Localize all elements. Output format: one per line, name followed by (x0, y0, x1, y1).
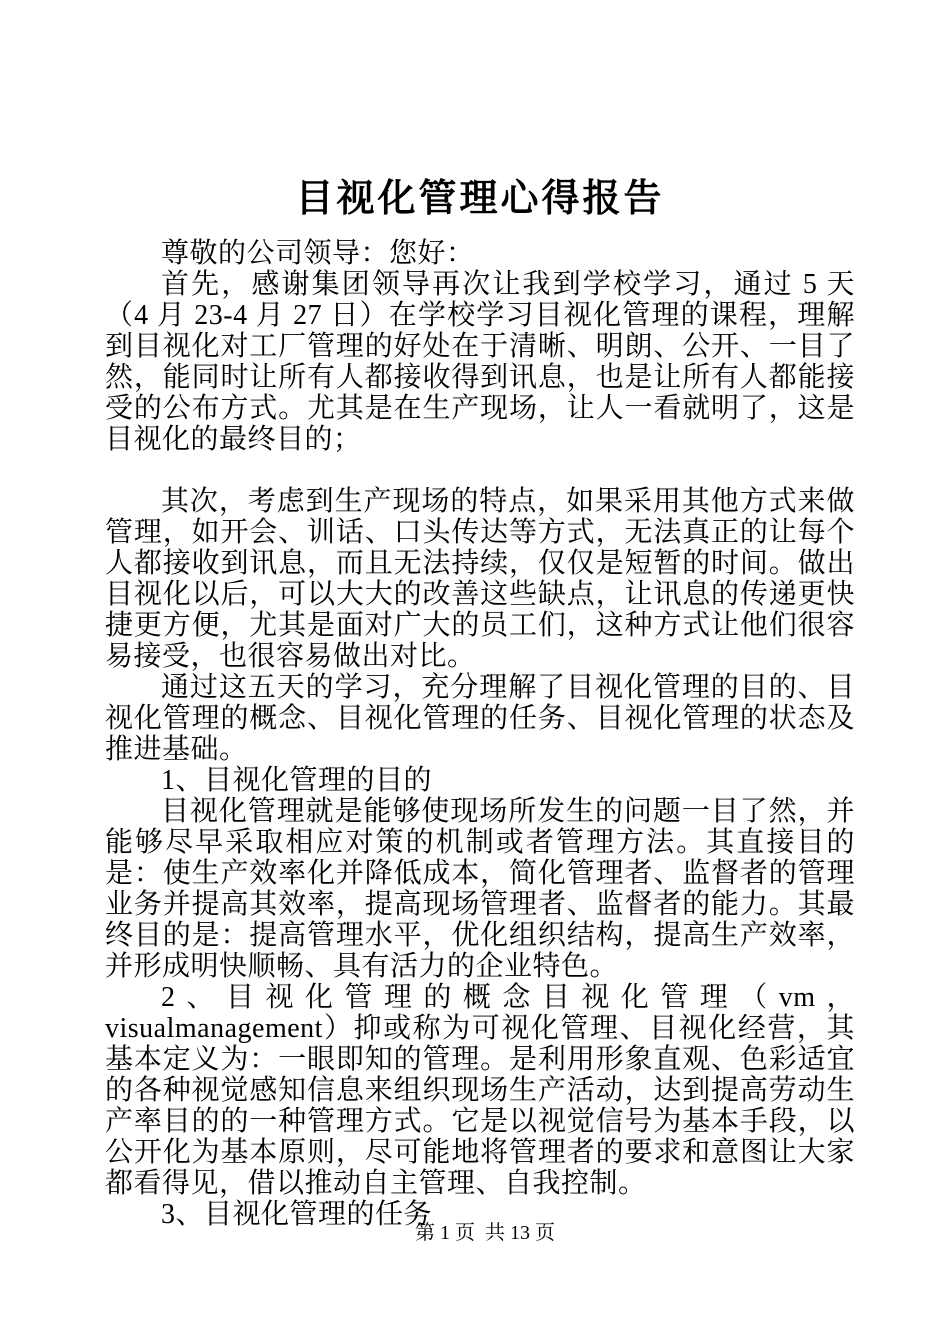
para-first-thanks: 首先，感谢集团领导再次让我到学校学习，通过 5 天（4 月 23-4 月 27 日）在学校学习目视化管理的课程，理解到目视化对工厂管理的好处在于清晰、明朗、公开、一目了然，能同时让所有人都接收得到讯息，也是让所有人都能接受的公布方式。尤其是在生产现场，让人一看就明了，这是目视化的最终目的； (105, 269, 855, 455)
document-title: 目视化管理心得报告 (295, 178, 665, 220)
salutation-line: 尊敬的公司领导：您好： (161, 238, 475, 269)
page-footer (0, 1200, 950, 1266)
document-body (105, 238, 855, 1230)
heading-1-purpose: 1、目视化管理的目的 (161, 765, 433, 796)
heading-3-tasks: 3、目视化管理的任务 (161, 1199, 433, 1230)
para-2-concept: 2、目视化管理的概念目视化管理（vm，visualmanagement）抑或称为可视化管理、目视化经营，其基本定义为：一眼即知的管理。是利用形象直观、色彩适宜的各种视觉感知信息来组织现场生产活动，达到提高劳动生产率目的的一种管理方式。它是以视觉信号为基本手段，以公开化为基本原则，尽可能地将管理者的要求和意图让大家都看得见，借以推动自主管理、自我控制。 (105, 982, 855, 1199)
page-number-label: 第 1 页 共 13 页 (415, 1222, 555, 1244)
para-five-days-summary: 通过这五天的学习，充分理解了目视化管理的目的、目视化管理的概念、目视化管理的任务、目视化管理的状态及推进基础。 (105, 672, 855, 765)
para-purpose-detail: 目视化管理就是能够使现场所发生的问题一目了然，并能够尽早采取相应对策的机制或者管理方法。其直接目的是：使生产效率化并降低成本，简化管理者、监督者的管理业务并提高其效率，提高现场管理者、监督者的能力。其最终目的是：提高管理水平，优化组织结构，提高生产效率，并形成明快顺畅、具有活力的企业特色。 (105, 796, 855, 982)
para-secondly-site-characteristics: 其次，考虑到生产现场的特点，如果采用其他方式来做管理，如开会、训话、口头传达等方式，无法真正的让每个人都接收到讯息，而且无法持续，仅仅是短暂的时间。做出目视化以后，可以大大的改善这些缺点，让讯息的传递更快捷更方便，尤其是面对广大的员工们，这种方式让他们很容易接受，也很容易做出对比。 (105, 486, 855, 672)
